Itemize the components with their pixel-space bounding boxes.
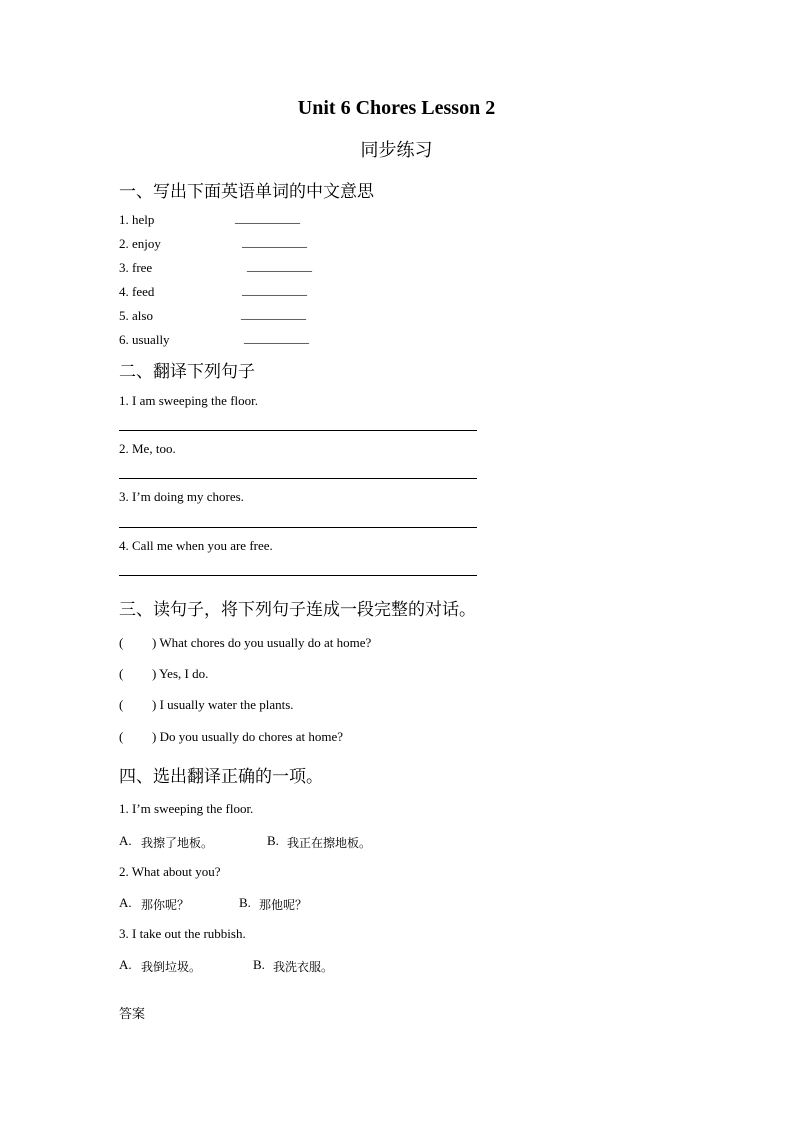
section1-heading: 一、写出下面英语单词的中文意思 [119,182,374,202]
option-b-text: 那他呢？ [259,898,308,912]
translate-sentence: 3. I’m doing my chores. [119,489,244,504]
answer-line[interactable] [119,430,477,431]
option-a-text: 我倒垃圾。 [141,960,202,974]
question: 3. I take out the rubbish. [119,926,246,941]
vocab-blank[interactable]: __________ [244,330,309,345]
option-a-label[interactable]: A. [119,895,132,910]
section2-heading: 二、翻译下列句子 [119,362,255,382]
option-b-text: 我正在擦地板。 [287,836,372,850]
page-title: Unit 6 Chores Lesson 2 [297,97,496,119]
option-b-label[interactable]: B. [253,957,265,972]
vocab-blank[interactable]: __________ [241,306,306,321]
vocab-word: 5. also [119,308,153,323]
vocab-blank[interactable]: __________ [242,282,307,297]
dialogue-line: ) I usually water the plants. [152,697,294,712]
section4-heading: 四、选出翻译正确的一项。 [119,767,323,787]
vocab-blank[interactable]: __________ [235,210,300,225]
dialogue-line: ) Do you usually do chores at home? [152,729,343,744]
vocab-word: 3. free [119,260,153,275]
option-a-text: 那你呢？ [141,898,190,912]
answer-line[interactable] [119,478,477,479]
paren-open[interactable]: ( [119,697,124,712]
question: 2. What about you? [119,864,221,879]
vocab-word: 1. help [119,212,155,227]
option-a-label[interactable]: A. [119,833,132,848]
translate-sentence: 1. I am sweeping the floor. [119,393,258,408]
question: 1. I’m sweeping the floor. [119,801,254,816]
dialogue-line: ) What chores do you usually do at home? [152,635,372,650]
translate-sentence: 2. Me, too. [119,441,176,456]
option-a-label[interactable]: A. [119,957,132,972]
vocab-word: 4. feed [119,284,155,299]
answer-line[interactable] [119,527,477,528]
vocab-blank[interactable]: __________ [247,258,312,273]
paren-open[interactable]: ( [119,729,124,744]
option-b-text: 我洗衣服。 [273,960,334,974]
option-a-text: 我擦了地板。 [141,836,214,850]
vocab-blank[interactable]: __________ [242,234,307,249]
page-subtitle: 同步练习 [360,140,433,161]
answer-line[interactable] [119,575,477,576]
vocab-word: 2. enjoy [119,236,161,251]
section3-heading: 三、读句子，将下列句子连成一段完整的对话。 [119,600,476,620]
translate-sentence: 4. Call me when you are free. [119,538,273,553]
option-b-label[interactable]: B. [267,833,279,848]
vocab-word: 6. usually [119,332,170,347]
paren-open[interactable]: ( [119,666,124,681]
dialogue-line: ) Yes, I do. [152,666,209,681]
paren-open[interactable]: ( [119,635,124,650]
option-b-label[interactable]: B. [239,895,251,910]
answer-label: 答案 [119,1007,146,1022]
